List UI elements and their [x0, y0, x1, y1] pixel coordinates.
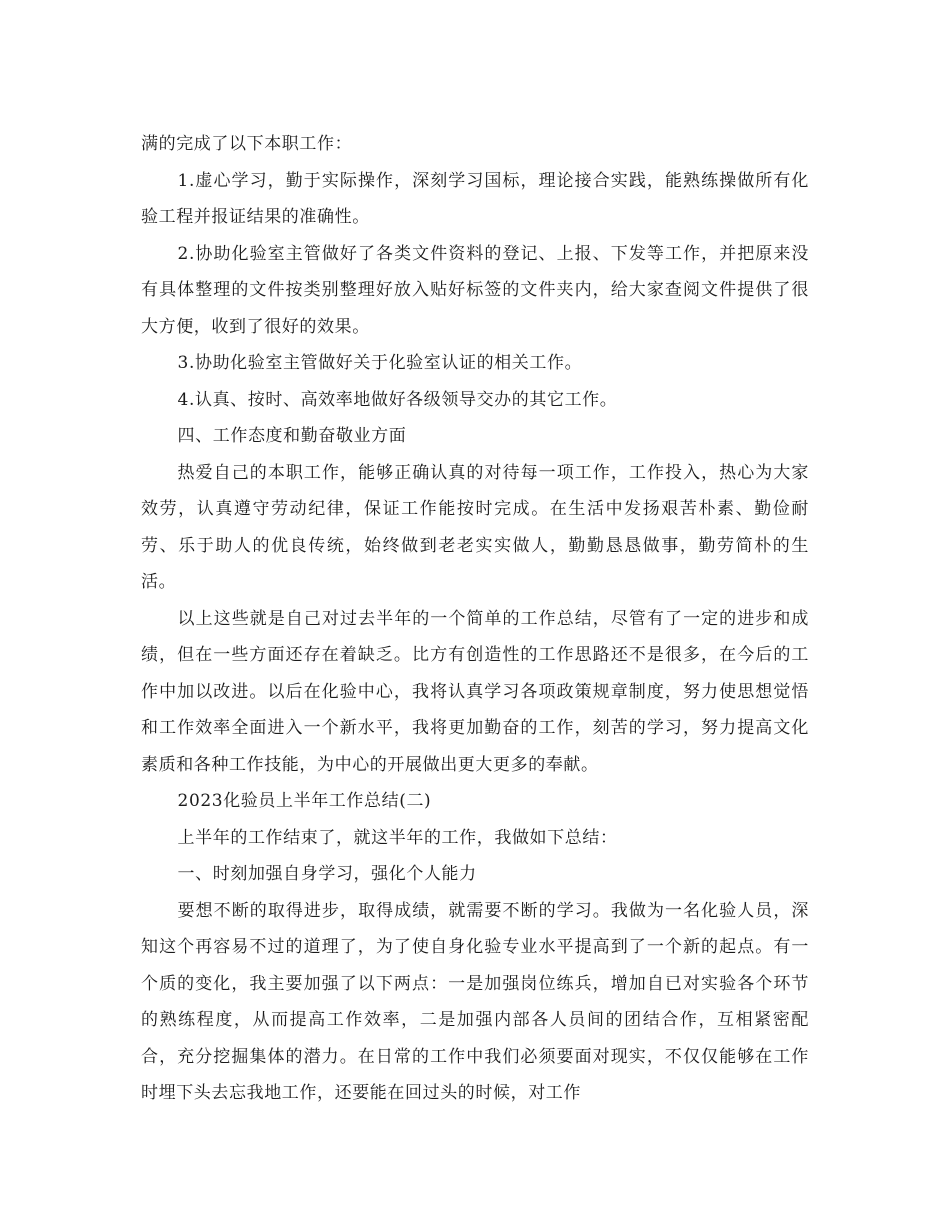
paragraph-7: 以上这些就是自己对过去半年的一个简单的工作总结，尽管有了一定的进步和成绩，但在一些方面还存在着缺乏。比方有创造性的工作思路还不是很多，在今后的工作中加以改进。以后在化验中心，我将认真学习各项政策规章制度，努力使思想觉悟和工作效率全面进入一个新水平，我将更加勤奋的工作，刻苦的学习，努力提高文化素质和各种工作技能，为中心的开展做出更大更多的奉献。 [141, 608, 809, 775]
paragraph-2: 2.协助化验室主管做好了各类文件资料的登记、上报、下发等工作，并把原来没有具体整理的文件按类别整理好放入贴好标签的文件夹内，给大家查阅文件提供了很大方便，收到了很好的效果。 [141, 243, 809, 337]
paragraph-0: 满的完成了以下本职工作： [141, 134, 353, 154]
paragraph-1: 1.虚心学习，勤于实际操作，深刻学习国标，理论接合实践，能熟练操做所有化验工程并报证结果的准确性。 [141, 170, 809, 227]
paragraph-9: 上半年的工作结束了，就这半年的工作，我做如下总结： [177, 827, 618, 848]
section-heading-work-attitude: 四、工作态度和勤奋敬业方面 [177, 426, 407, 446]
document-subtitle: 2023化验员上半年工作总结(二) [177, 791, 432, 811]
document-body [141, 126, 809, 1112]
paragraph-4: 4.认真、按时、高效率地做好各级领导交办的其它工作。 [177, 389, 618, 410]
section-heading-self-study: 一、时刻加强自身学习，强化个人能力 [177, 864, 477, 884]
paragraph-3: 3.协助化验室主管做好关于化验室认证的相关工作。 [177, 353, 583, 373]
paragraph-6: 热爱自己的本职工作，能够正确认真的对待每一项工作，工作投入，热心为大家效劳，认真遵守劳动纪律，保证工作能按时完成。在生活中发扬艰苦朴素、勤俭耐劳、乐于助人的优良传统，始终做到老老实实做人，勤勤恳恳做事，勤劳简朴的生活。 [141, 462, 809, 592]
paragraph-11: 要想不断的取得进步，取得成绩，就需要不断的学习。我做为一名化验人员，深知这个再容易不过的道理了，为了使自身化验专业水平提高到了一个新的起点。有一个质的变化，我主要加强了以下两点：一是加强岗位练兵，增加自已对实验各个环节的熟练程度，从而提高工作效率，二是加强内部各人员间的团结合作，互相紧密配合，充分挖掘集体的潜力。在日常的工作中我们必须要面对现实，不仅仅能够在工作时埋下头去忘我地工作，还要能在回过头的时候，对工作 [141, 900, 809, 1103]
